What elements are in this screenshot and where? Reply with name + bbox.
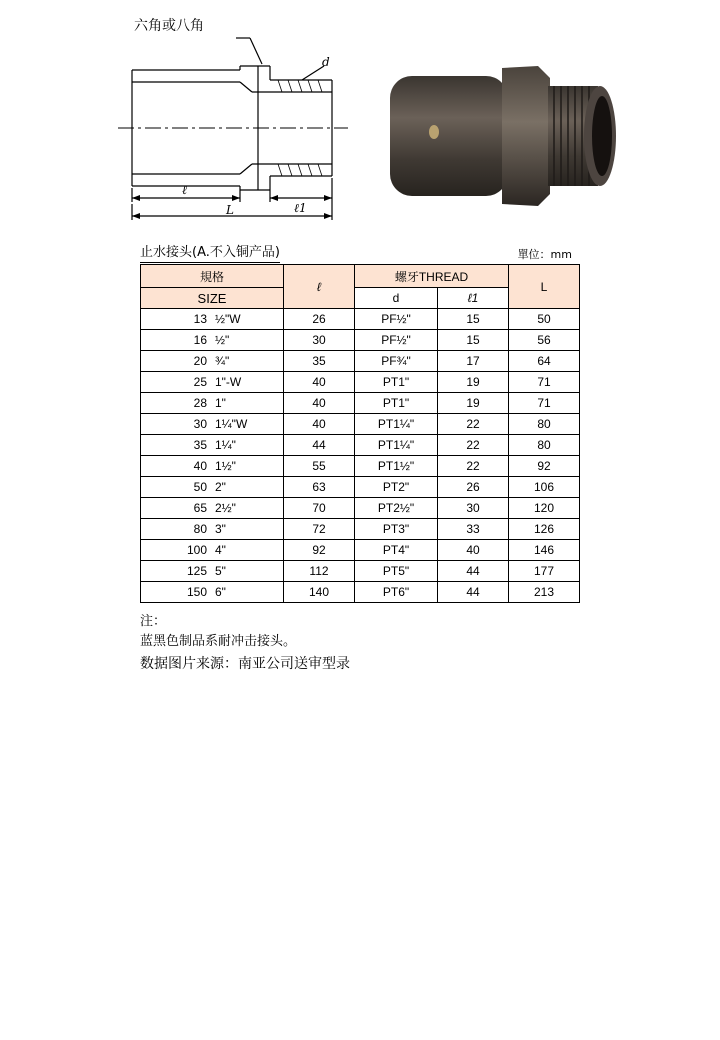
- cell-size: 35 1¼": [141, 435, 284, 456]
- cell-L: 106: [509, 477, 580, 498]
- cell-d: PT2": [355, 477, 438, 498]
- fitting-technical-drawing: [112, 8, 364, 230]
- cell-l: 26: [284, 309, 355, 330]
- cell-L: 64: [509, 351, 580, 372]
- d-label: d: [322, 55, 330, 69]
- header-thread: 螺牙THREAD: [355, 265, 509, 288]
- table-row: [141, 582, 580, 603]
- cell-l1: 22: [438, 414, 509, 435]
- cell-d: PF¾": [355, 351, 438, 372]
- notes-line2: 数据图片来源：南亚公司送审型录: [140, 656, 350, 672]
- L-label: L: [226, 203, 234, 217]
- hex-label: 六角或八角: [134, 18, 204, 34]
- cell-L: 80: [509, 414, 580, 435]
- table-row: [141, 330, 580, 351]
- cell-L: 71: [509, 393, 580, 414]
- cell-size: 100 4": [141, 540, 284, 561]
- table-row: [141, 393, 580, 414]
- spec-table: [140, 264, 580, 603]
- table-row: [141, 498, 580, 519]
- header-d: d: [355, 288, 438, 309]
- cell-d: PT4": [355, 540, 438, 561]
- cell-d: PT3": [355, 519, 438, 540]
- cell-size: 125 5": [141, 561, 284, 582]
- cell-size: 16 ½": [141, 330, 284, 351]
- cell-l: 63: [284, 477, 355, 498]
- cell-l: 70: [284, 498, 355, 519]
- cell-l: 40: [284, 393, 355, 414]
- header-l1: ℓ1: [438, 288, 509, 309]
- cell-L: 213: [509, 582, 580, 603]
- cell-size: 50 2": [141, 477, 284, 498]
- cell-l1: 22: [438, 456, 509, 477]
- cell-l1: 19: [438, 372, 509, 393]
- cell-l1: 15: [438, 330, 509, 351]
- cell-d: PT6": [355, 582, 438, 603]
- table-row: [141, 435, 580, 456]
- cell-L: 146: [509, 540, 580, 561]
- l-label: ℓ: [182, 183, 187, 197]
- header-l: ℓ: [284, 265, 355, 309]
- cell-L: 177: [509, 561, 580, 582]
- cell-l1: 30: [438, 498, 509, 519]
- cell-l: 72: [284, 519, 355, 540]
- cell-L: 120: [509, 498, 580, 519]
- cell-l: 55: [284, 456, 355, 477]
- cell-L: 56: [509, 330, 580, 351]
- cell-L: 71: [509, 372, 580, 393]
- table-row: [141, 309, 580, 330]
- cell-size: 20 ¾": [141, 351, 284, 372]
- cell-l1: 19: [438, 393, 509, 414]
- cell-L: 50: [509, 309, 580, 330]
- cell-l: 40: [284, 372, 355, 393]
- cell-size: 28 1": [141, 393, 284, 414]
- cell-d: PT5": [355, 561, 438, 582]
- cell-l1: 26: [438, 477, 509, 498]
- table-caption-row: [140, 244, 582, 264]
- cell-l1: 15: [438, 309, 509, 330]
- cell-l: 44: [284, 435, 355, 456]
- cell-L: 80: [509, 435, 580, 456]
- cell-d: PT1¼": [355, 414, 438, 435]
- notes: [140, 612, 350, 674]
- cell-d: PT1": [355, 372, 438, 393]
- cell-L: 92: [509, 456, 580, 477]
- table-row: [141, 372, 580, 393]
- cell-d: PF½": [355, 309, 438, 330]
- cell-l1: 33: [438, 519, 509, 540]
- cell-size: 30 1¼"W: [141, 414, 284, 435]
- table-row: [141, 519, 580, 540]
- header-size: 規格: [141, 265, 284, 288]
- cell-L: 126: [509, 519, 580, 540]
- table-row: [141, 561, 580, 582]
- notes-line1: 蓝黑色制品系耐冲击接头。: [140, 634, 297, 649]
- cell-l1: 22: [438, 435, 509, 456]
- cell-size: 80 3": [141, 519, 284, 540]
- cell-l1: 44: [438, 561, 509, 582]
- table-title: 止水接头(A.不入铜产品): [140, 244, 280, 263]
- cell-size: 25 1"-W: [141, 372, 284, 393]
- notes-label: 注：: [140, 614, 167, 629]
- table-row: [141, 456, 580, 477]
- header-size-en: SIZE: [141, 288, 284, 309]
- unit-label: 單位：mm: [517, 248, 572, 261]
- cell-l: 40: [284, 414, 355, 435]
- cell-l1: 44: [438, 582, 509, 603]
- cell-l: 30: [284, 330, 355, 351]
- cell-d: PT1": [355, 393, 438, 414]
- cell-l: 35: [284, 351, 355, 372]
- table-row: [141, 477, 580, 498]
- cell-l1: 40: [438, 540, 509, 561]
- cell-size: 13 ½"W: [141, 309, 284, 330]
- fitting-photo: [378, 58, 624, 210]
- header-L: L: [509, 265, 580, 309]
- cell-size: 65 2½": [141, 498, 284, 519]
- cell-l: 140: [284, 582, 355, 603]
- cell-size: 40 1½": [141, 456, 284, 477]
- cell-l: 112: [284, 561, 355, 582]
- cell-size: 150 6": [141, 582, 284, 603]
- cell-d: PT1½": [355, 456, 438, 477]
- table-row: [141, 540, 580, 561]
- cell-l: 92: [284, 540, 355, 561]
- table-row: [141, 414, 580, 435]
- cell-l1: 17: [438, 351, 509, 372]
- table-row: [141, 351, 580, 372]
- cell-d: PF½": [355, 330, 438, 351]
- l1-label: ℓ1: [294, 201, 307, 215]
- cell-d: PT1¼": [355, 435, 438, 456]
- cell-d: PT2½": [355, 498, 438, 519]
